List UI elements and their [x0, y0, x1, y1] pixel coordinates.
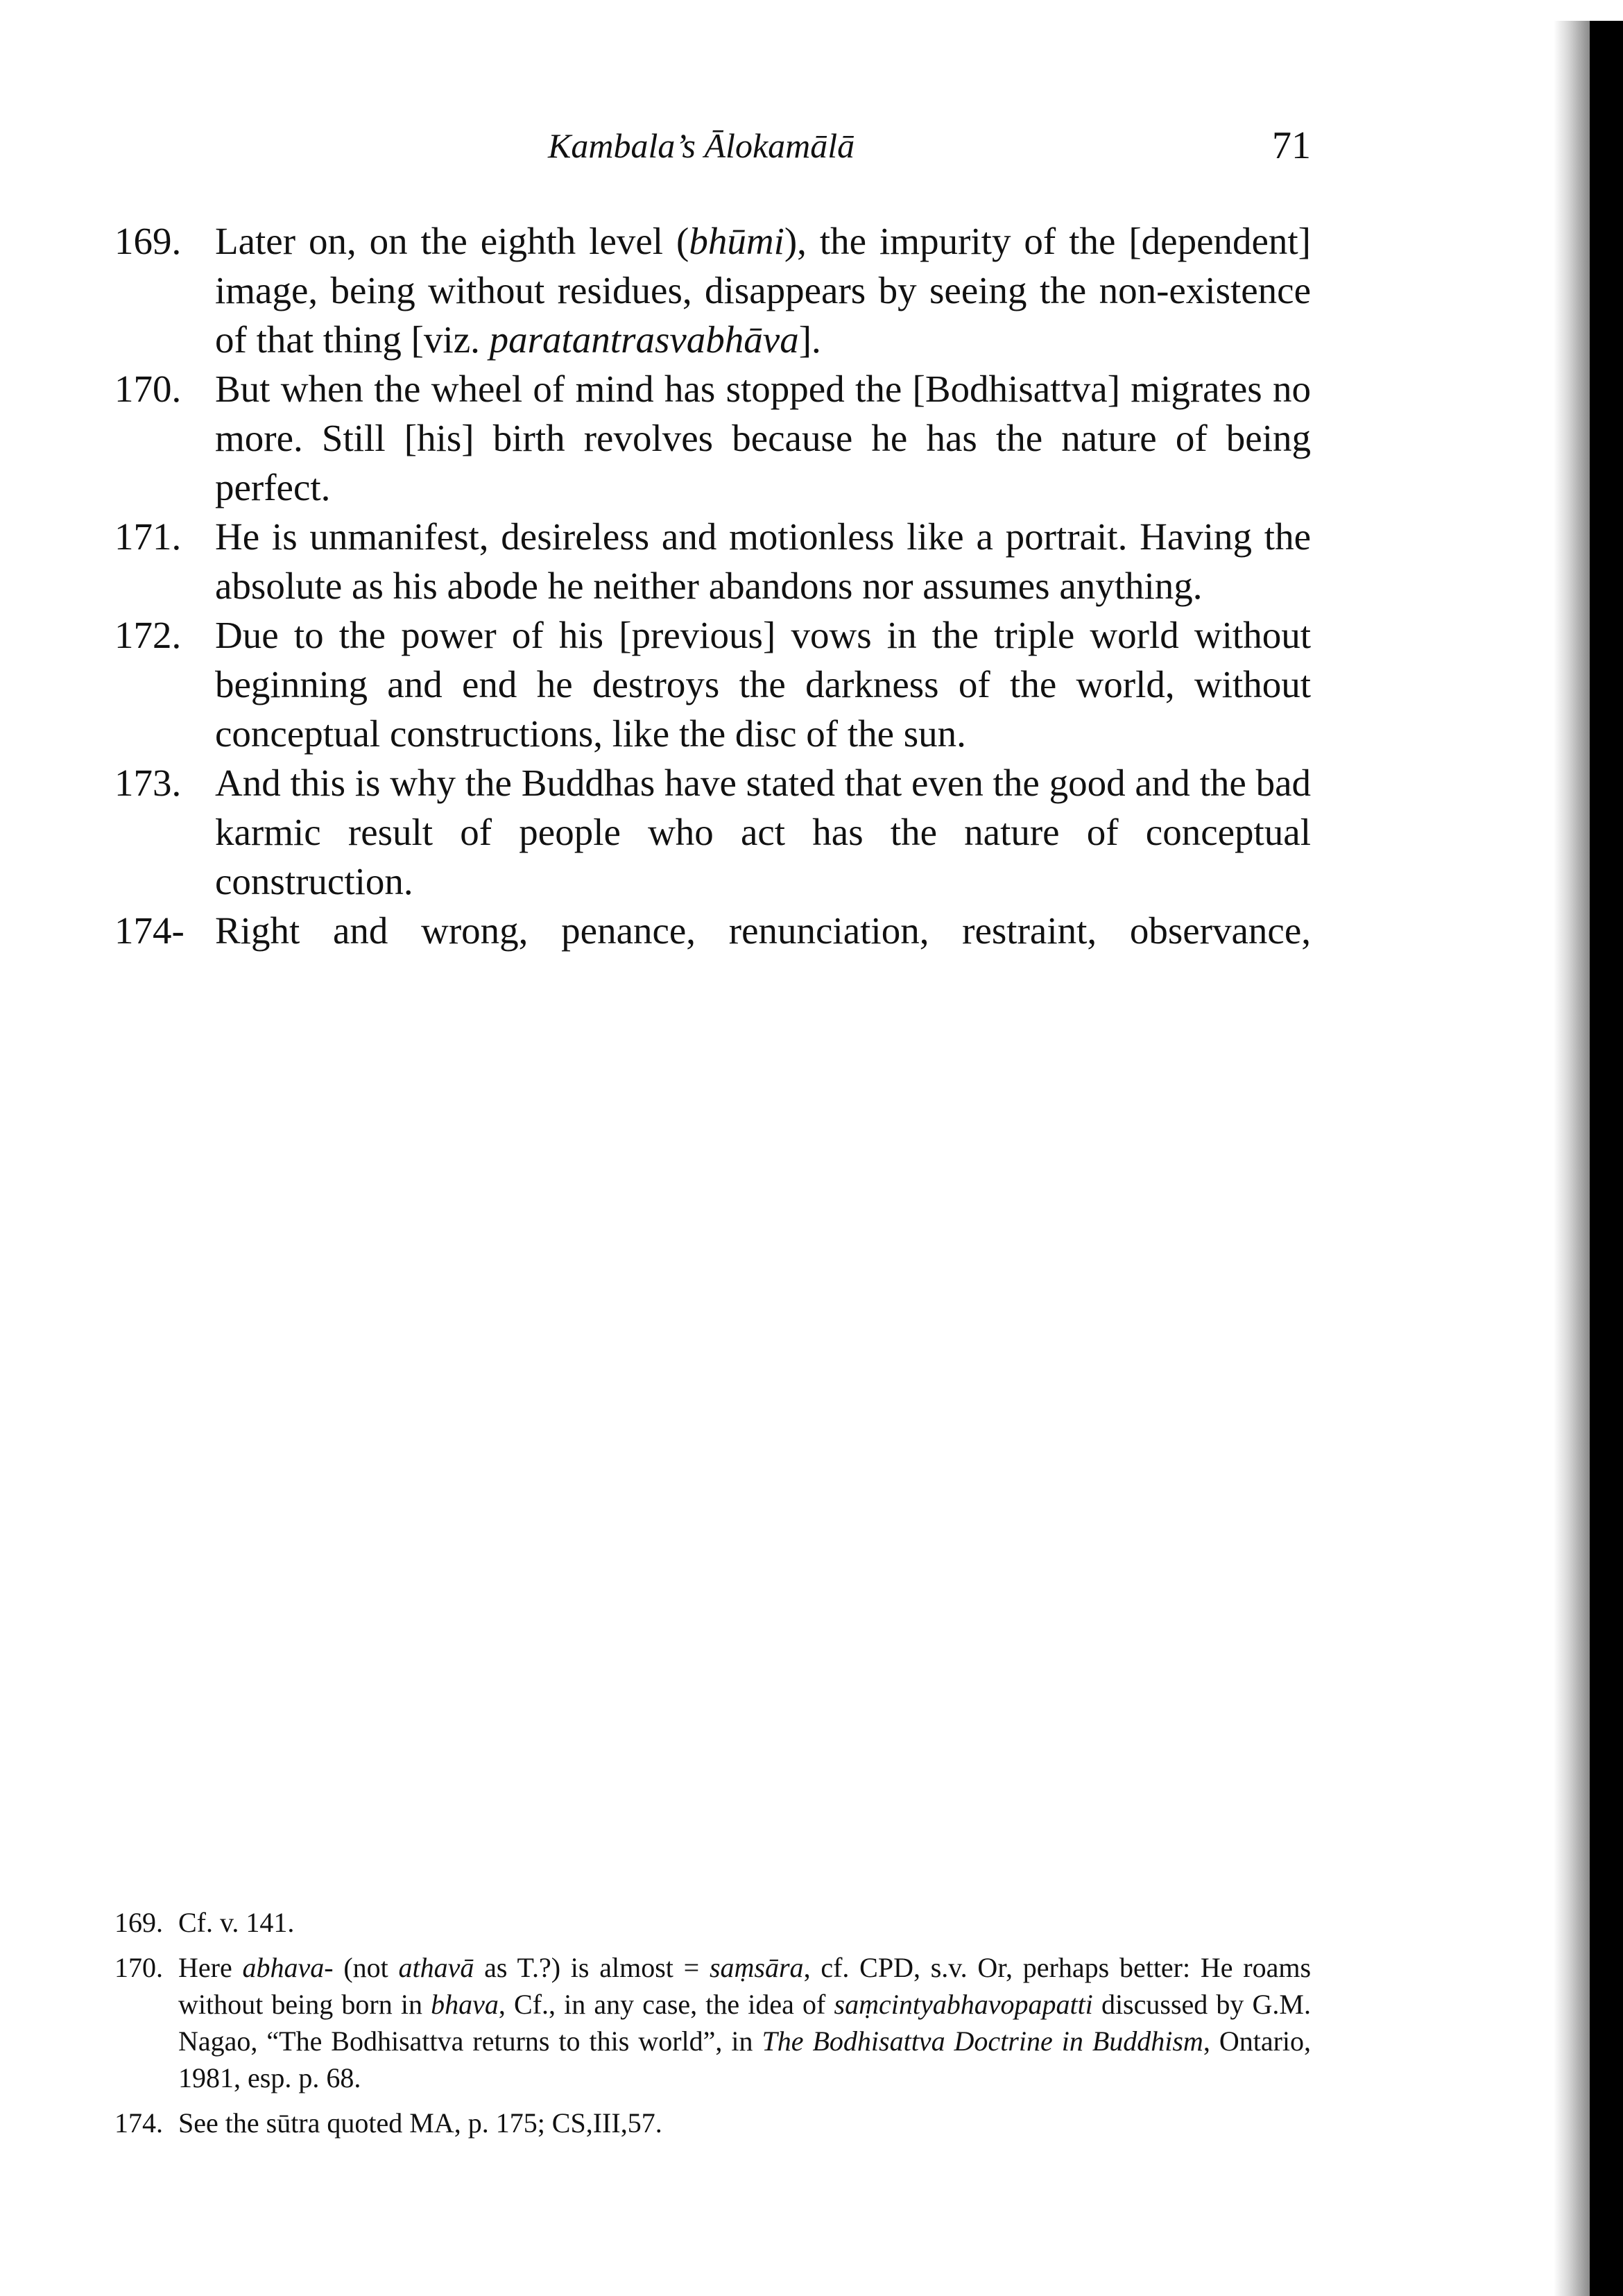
footnote-text: Cf. v. 141. [178, 1907, 295, 1938]
verse-text: He is unmanifest, desireless and motionless like a portrait. Having the absolute as his abode he neither abandons nor assumes anything. [215, 515, 1311, 607]
verse-text: Right and wrong, penance, renunciation, restraint, observance, [215, 909, 1311, 952]
verse-number: 170. [114, 368, 182, 410]
footnote-term: bhava [431, 1989, 499, 2020]
verse-170 [114, 364, 1311, 512]
verse-173 [114, 758, 1311, 906]
verse-term-paratantrasvabhava: paratantrasvabhāva [489, 318, 799, 361]
footnote-term: athavā [398, 1952, 474, 1983]
footnote-169 [114, 1904, 1311, 1941]
footnote-number: 169. [114, 1907, 163, 1938]
scan-edge-shadow [1554, 21, 1590, 2296]
verse-list [114, 216, 1311, 955]
verse-text-part: ]. [798, 318, 821, 361]
footnote-term: saṃsāra [709, 1952, 804, 1983]
verse-text: But when the wheel of mind has stopped the [Bodhisattva] migrates no more. Still [his] birth revolves because he has the nature of being perfect. [215, 368, 1311, 508]
running-head: Kambala’s Ālokamālā [548, 126, 855, 165]
page-header [208, 125, 1311, 180]
footnote-text-part: as T.?) is almost = [474, 1952, 710, 1983]
footnote-text [178, 1949, 1311, 2096]
verse-number: 169. [114, 220, 182, 262]
footnotes [114, 1904, 1311, 2150]
page-number: 71 [1272, 124, 1311, 167]
footnote-text-part: (not [333, 1952, 399, 1983]
footnote-170 [114, 1949, 1311, 2096]
footnote-term: saṃcintyabhavopapatti [834, 1989, 1093, 2020]
scan-edge-black-bar [1590, 21, 1623, 2296]
verse-174 [114, 906, 1311, 955]
footnote-text: See the sūtra quoted MA, p. 175; CS,III,57. [178, 2107, 662, 2139]
verse-number: 172. [114, 614, 182, 656]
footnote-text-part: , Ontario, 1981, esp. p. 68. [178, 2025, 1311, 2093]
verse-number: 174- [114, 909, 184, 952]
footnote-text-part: Here [178, 1952, 243, 1983]
footnote-number: 170. [114, 1952, 163, 1983]
footnote-text-part: discussed by G.M. Nagao, “The Bodhisattva returns to this world”, in [178, 1989, 1311, 2057]
verse-172 [114, 610, 1311, 758]
verse-171 [114, 512, 1311, 610]
verse-text: Due to the power of his [previous] vows in the triple world without beginning and end he destroys the darkness of the world, without conceptual constructions, like the disc of the sun. [215, 614, 1311, 755]
verse-169 [114, 216, 1311, 364]
verse-text: And this is why the Buddhas have stated that even the good and the bad karmic result of people who act has the nature of conceptual construction. [215, 762, 1311, 902]
verse-text-part: ), the impurity of the [dependent] image, being without residues, disappears by seeing the non-existence of that thing [viz. [215, 220, 1311, 361]
footnote-text-part: , cf. CPD, s.v. Or, perhaps better: He roams without being born in [178, 1952, 1312, 2020]
footnote-term: abhava- [242, 1952, 334, 1983]
verse-text [215, 216, 1311, 364]
verse-number: 171. [114, 515, 182, 558]
verse-text-part: Later on, on the eighth level ( [215, 220, 689, 262]
footnote-book-title: The Bodhisattva Doctrine in Buddhism [762, 2025, 1203, 2057]
footnote-number: 174. [114, 2107, 163, 2139]
verse-term-bhumi: bhūmi [689, 220, 784, 262]
footnote-text-part: , Cf., in any case, the idea of [498, 1989, 834, 2020]
footnote-174 [114, 2105, 1311, 2141]
verse-number: 173. [114, 762, 182, 804]
